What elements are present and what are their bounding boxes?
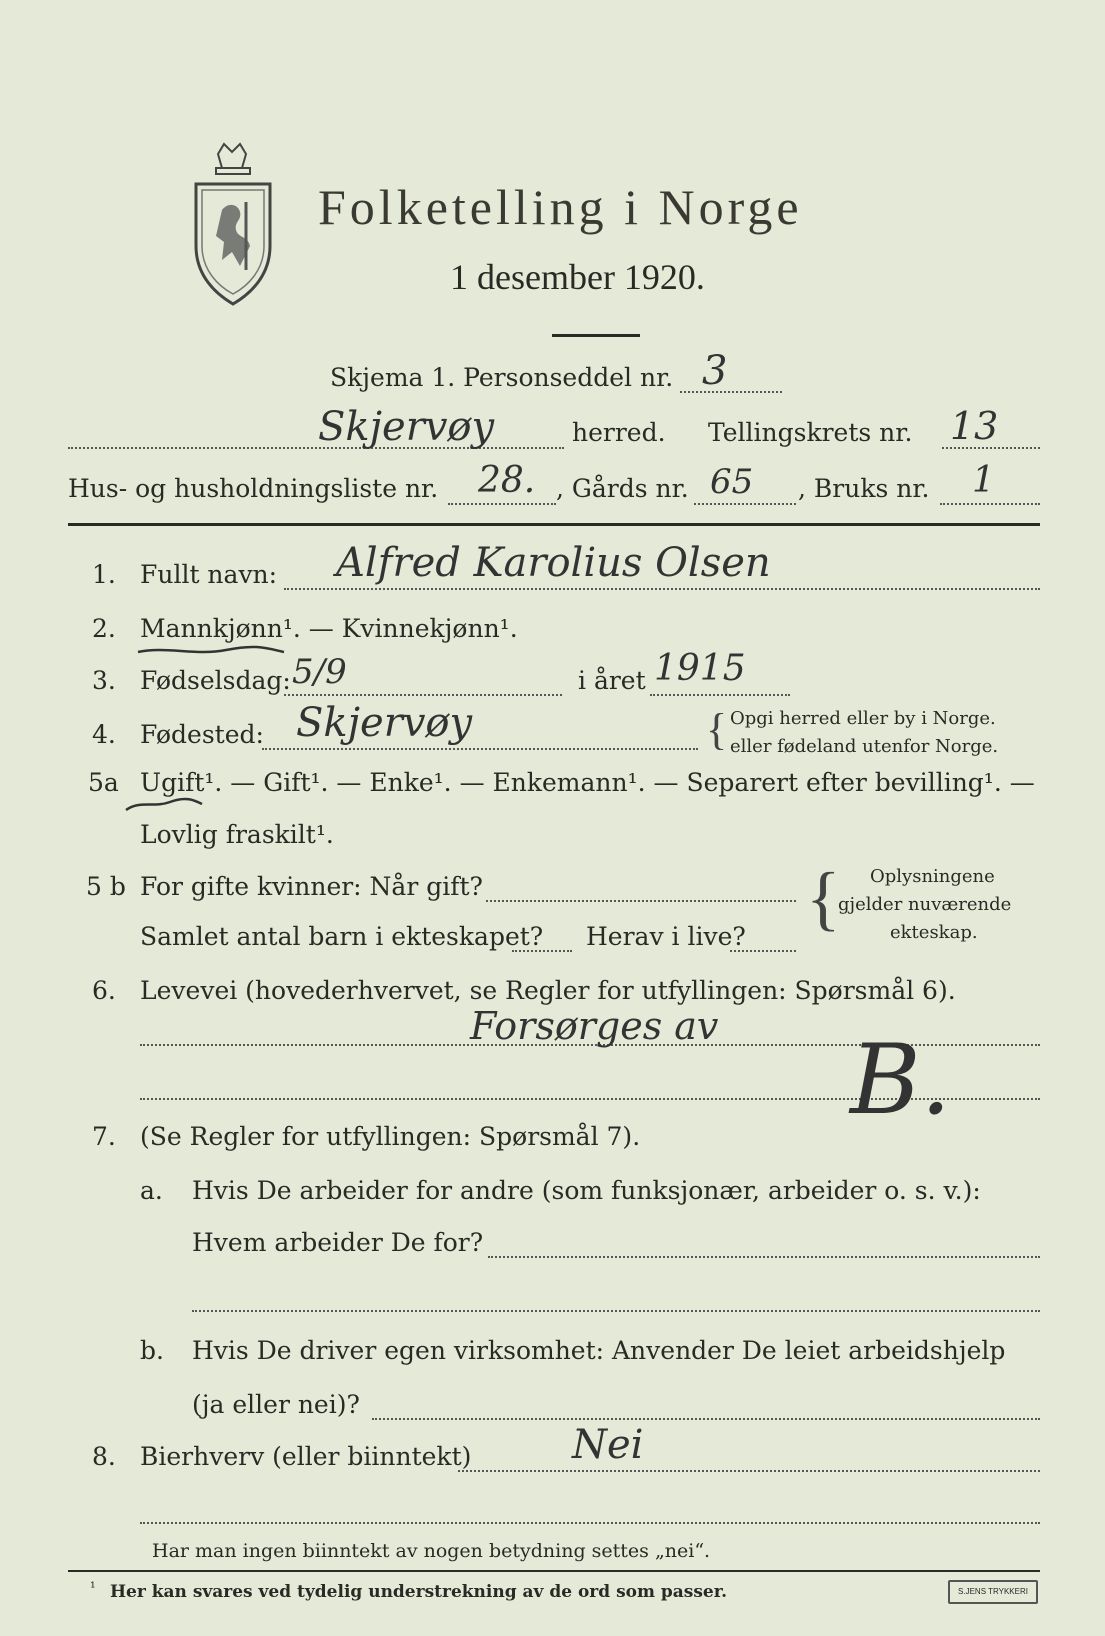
q1-number: 1. — [92, 560, 116, 589]
husholdningsliste-value: 28. — [478, 460, 536, 501]
q2-options: Mannkjønn¹. — Kvinnekjønn¹. — [140, 614, 518, 643]
husholdningsliste-line — [448, 503, 556, 505]
q7b-letter: b. — [140, 1336, 164, 1365]
q7a-letter: a. — [140, 1176, 163, 1205]
footnote-marker: ¹ — [90, 1580, 96, 1596]
q3-number: 3. — [92, 666, 116, 695]
q1-label: Fullt navn: — [140, 560, 278, 589]
q5b-married-when-line — [486, 900, 796, 902]
printer-stamp-text: S.JENS TRYKKERI — [958, 1587, 1028, 1596]
schema-number-value: 3 — [702, 348, 728, 394]
q4-note-line1: Opgi herred eller by i Norge. — [730, 708, 996, 729]
q7-label: (Se Regler for utfyllingen: Spørsmål 7). — [140, 1122, 641, 1151]
q4-answer-line — [262, 748, 698, 750]
form-date: 1 desember 1920. — [450, 257, 705, 297]
q6-label: Levevei (hovederhvervet, se Regler for utfyllingen: Spørsmål 6). — [140, 976, 956, 1005]
printer-stamp — [948, 1580, 1038, 1604]
q1-answer: Alfred Karolius Olsen — [336, 540, 771, 586]
footer-note: Har man ingen biinntekt av nogen betydning settes „nei“. — [152, 1540, 711, 1562]
q4-answer: Skjervøy — [296, 700, 473, 746]
q5b-alive-label: Herav i live? — [586, 922, 746, 951]
herred-label: herred. — [572, 418, 666, 447]
q3-date-value: 5/9 — [292, 652, 347, 692]
q4-note-line2: eller fødeland utenfor Norge. — [730, 736, 999, 757]
bruks-label: , Bruks nr. — [798, 474, 930, 503]
q7b-answer-line — [372, 1418, 1040, 1420]
q7b-answer-label: (ja eller nei)? — [192, 1390, 360, 1419]
husholdningsliste-label: Hus- og husholdningsliste nr. — [68, 474, 439, 503]
title-divider — [552, 334, 640, 337]
q5b-married-when-label: For gifte kvinner: Når gift? — [140, 872, 483, 901]
q5b-alive-line — [730, 950, 796, 952]
q8-answer: Nei — [572, 1422, 644, 1468]
q5b-number: 5 b — [86, 872, 126, 901]
q5a-number: 5a — [88, 768, 119, 797]
header-separator — [68, 523, 1040, 526]
gards-line — [694, 503, 796, 505]
q5b-note-line1: Oplysningene — [870, 866, 995, 887]
q4-number: 4. — [92, 720, 116, 749]
q7-number: 7. — [92, 1122, 116, 1151]
q6-number: 6. — [92, 976, 116, 1005]
q5b-note-line3: ekteskap. — [890, 922, 978, 943]
q6-answer: Forsørges av — [470, 1004, 719, 1048]
q5b-note-brace: { — [806, 858, 841, 938]
q1-answer-line — [284, 588, 1040, 590]
q3-year-line — [650, 694, 790, 696]
herred-value: Skjervøy — [318, 404, 495, 450]
q3-year-label: i året — [578, 666, 646, 695]
q8-answer-line-1 — [458, 1470, 1040, 1472]
coat-of-arms-logo — [188, 140, 278, 310]
q7b-question: Hvis De driver egen virksomhet: Anvender De leiet arbeidshjelp — [192, 1336, 1006, 1365]
q5b-note-line2: gjelder nuværende — [838, 894, 1012, 915]
q8-number: 8. — [92, 1442, 116, 1471]
q4-label: Fødested: — [140, 720, 264, 749]
q5b-children-label: Samlet antal barn i ekteskapet? — [140, 922, 544, 951]
q8-label: Bierhverv (eller biinntekt) — [140, 1442, 472, 1471]
q4-note-brace: { — [706, 705, 728, 754]
q5b-children-line — [512, 950, 572, 952]
schema-label: Skjema 1. Personseddel nr. — [330, 363, 674, 392]
bruks-line — [940, 503, 1040, 505]
q5a-underline-ugift — [124, 796, 204, 814]
gards-value: 65 — [710, 462, 754, 502]
gards-label: , Gårds nr. — [556, 474, 689, 503]
q3-date-line — [284, 694, 562, 696]
footnote-text: Her kan svares ved tydelig understrekning av de ord som passer. — [110, 1582, 728, 1602]
q7a-employer-label: Hvem arbeider De for? — [192, 1228, 484, 1257]
q3-year-value: 1915 — [654, 648, 746, 689]
q8-answer-line-2 — [140, 1522, 1040, 1524]
form-title: Folketelling i Norge — [318, 179, 803, 235]
q7a-employer-line-2 — [192, 1310, 1040, 1312]
q6-handwritten-mark: B. — [850, 1024, 952, 1136]
tellingskrets-value: 13 — [950, 404, 999, 448]
q7a-question: Hvis De arbeider for andre (som funksjonær, arbeider o. s. v.): — [192, 1176, 981, 1205]
q5a-options-line2: Lovlig fraskilt¹. — [140, 820, 334, 849]
bruks-value: 1 — [972, 460, 995, 501]
q7a-employer-line-1 — [488, 1256, 1040, 1258]
q2-number: 2. — [92, 614, 116, 643]
footer-separator — [68, 1570, 1040, 1572]
schema-number-line — [680, 391, 782, 393]
q3-label: Fødselsdag: — [140, 666, 291, 695]
q2-underline-mannkjonn — [136, 644, 286, 658]
tellingskrets-label: Tellingskrets nr. — [708, 418, 913, 447]
q5a-options: Ugift¹. — Gift¹. — Enke¹. — Enkemann¹. — Separert efter bevilling¹. — — [140, 768, 1035, 797]
